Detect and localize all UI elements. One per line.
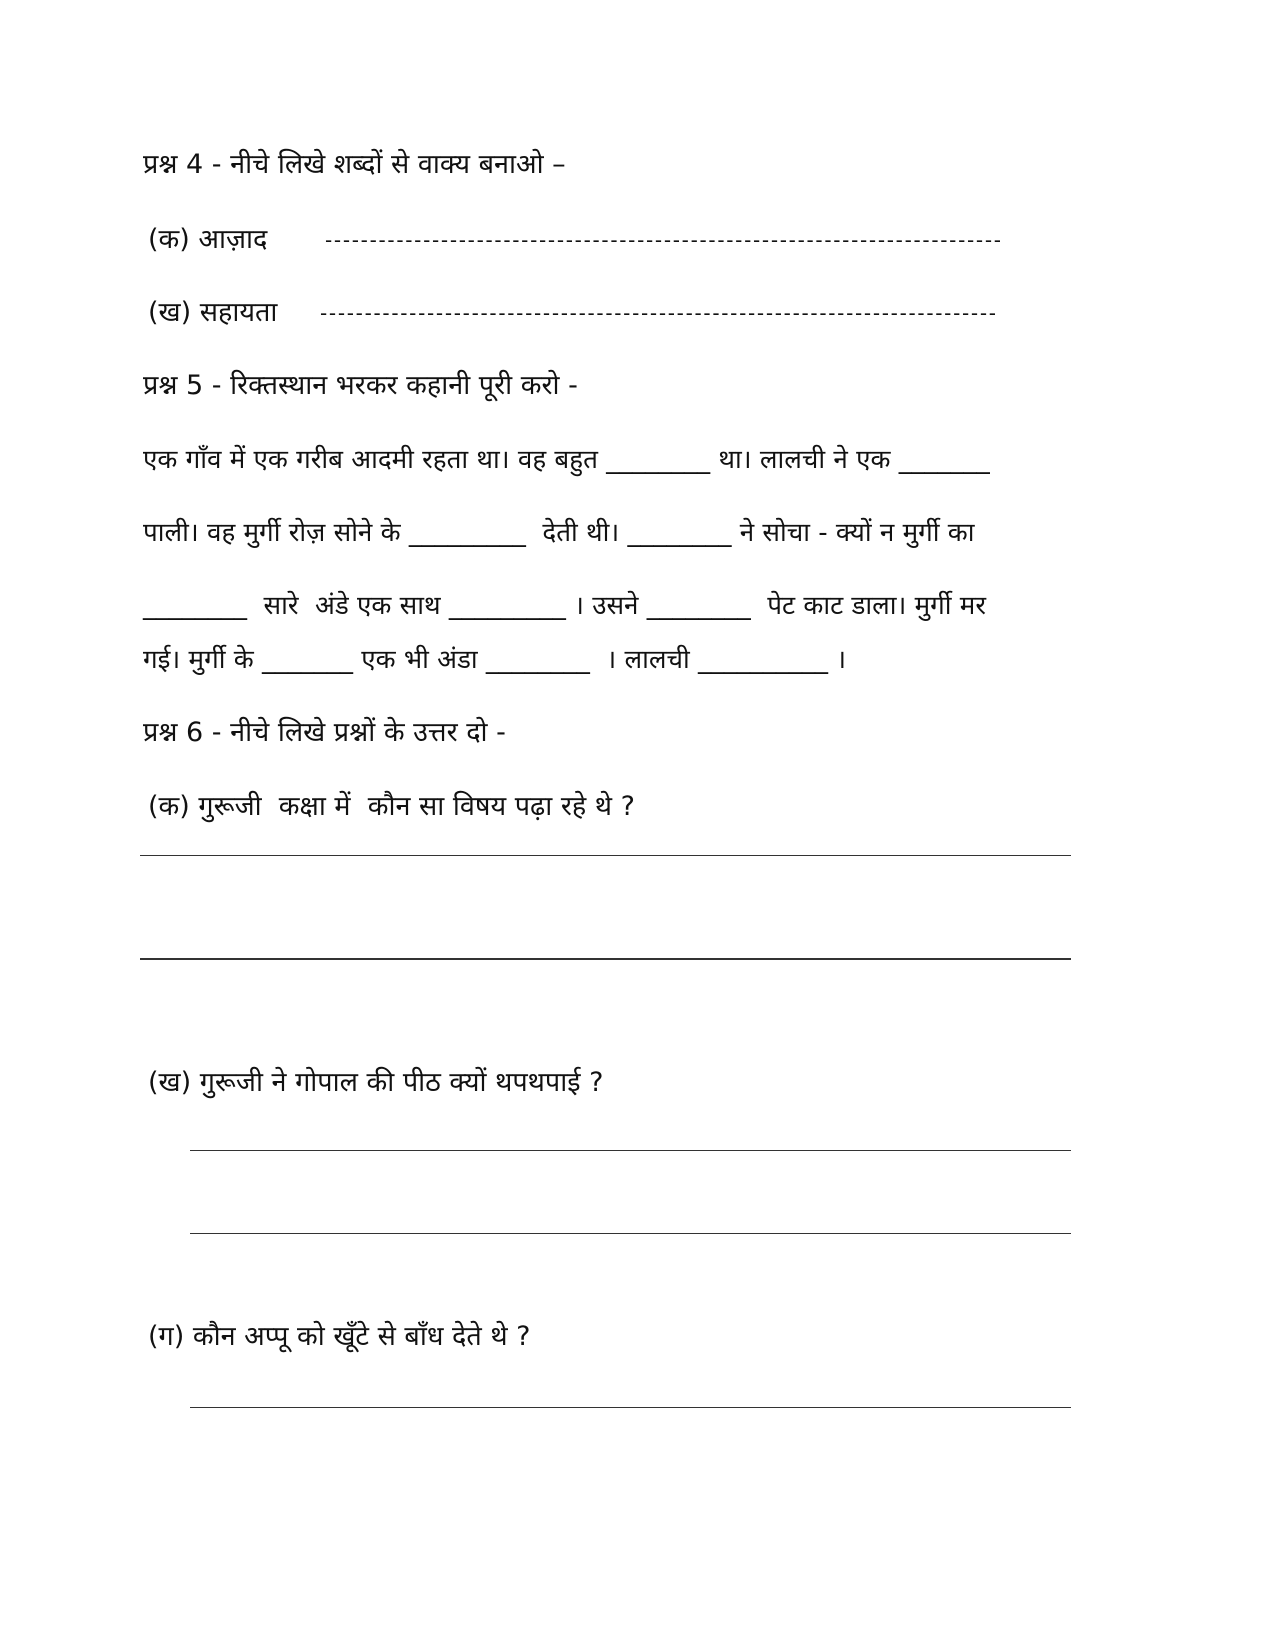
answer-line[interactable] <box>190 1150 1071 1151</box>
q5-story-line: ________ सारे अंडे एक साथ _________ । उसने ________ पेट काट डाला। मुर्गी मर <box>143 591 986 621</box>
q6-question-a: (क) गुरूजी कक्षा में कौन सा विषय पढ़ा रहे थे ? <box>148 791 635 822</box>
q6-title: प्रश्न 6 - नीचे लिखे प्रश्नों के उत्तर दो - <box>143 717 506 748</box>
q5-story-line: एक गाँव में एक गरीब आदमी रहता था। वह बहुत ________ था। लालची ने एक _______ <box>143 445 990 475</box>
answer-line[interactable] <box>140 958 1071 960</box>
q4-item-label: (क) आज़ाद <box>148 224 268 255</box>
q5-title: प्रश्न 5 - रिक्तस्थान भरकर कहानी पूरी करो - <box>143 370 578 401</box>
q5-story-line: पाली। वह मुर्गी रोज़ सोने के _________ देती थी। ________ ने सोचा - क्यों न मुर्गी का <box>143 518 975 548</box>
q6-question-c: (ग) कौन अप्पू को खूँटे से बाँध देते थे ? <box>148 1321 531 1352</box>
answer-line[interactable] <box>190 1407 1071 1408</box>
answer-line[interactable] <box>140 855 1071 856</box>
q5-story-line: गई। मुर्गी के _______ एक भी अंडा ________ । लालची __________ । <box>143 645 847 675</box>
q4-item-label: (ख) सहायता <box>148 297 278 328</box>
q6-question-b: (ख) गुरूजी ने गोपाल की पीठ क्यों थपथपाई ? <box>148 1067 604 1098</box>
q4-answer-blank[interactable]: ---------------------------------------------------------------------------- <box>325 228 1003 252</box>
answer-line[interactable] <box>190 1233 1071 1234</box>
q4-answer-blank[interactable]: ---------------------------------------------------------------------------- <box>320 301 998 325</box>
q4-title: प्रश्न 4 - नीचे लिखे शब्दों से वाक्य बनाओ – <box>143 149 566 180</box>
